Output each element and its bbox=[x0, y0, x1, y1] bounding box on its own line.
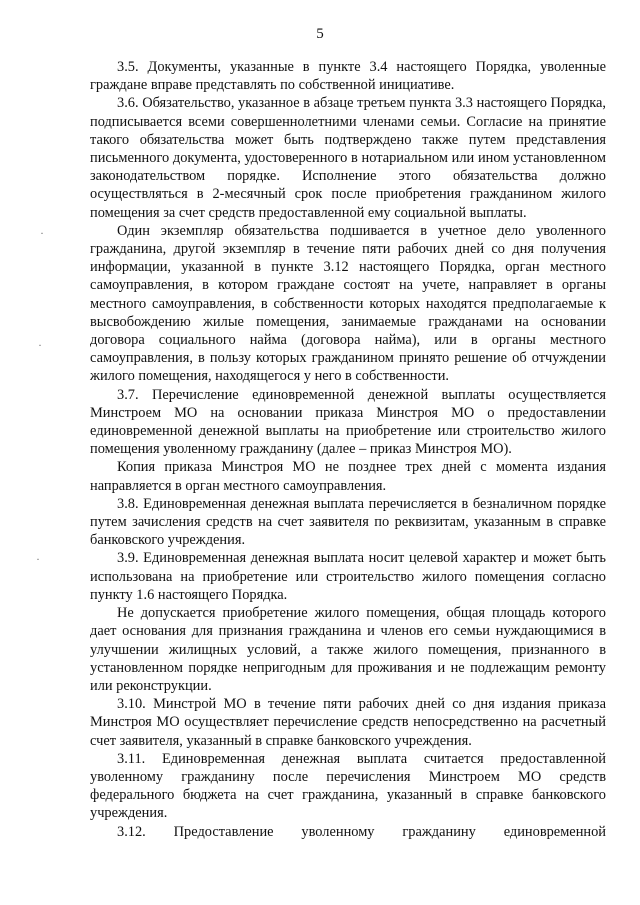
scan-mark: · bbox=[40, 226, 44, 240]
scan-mark: · bbox=[38, 338, 42, 352]
paragraph-3-6: 3.6. Обязательство, указанное в абзаце третьем пункта 3.3 настоящего Порядка, подписывается всеми совершеннолетними членами семьи. Согласие на принятие такого обязательства может быть подтверждено также путем представления письменного документа, удостоверенного в нотариальном или ином установленном законодательством порядке. Исполнение этого обязательства должно осуществляться в 2-месячный срок после приобретения гражданином жилого помещения за счет средств предоставленной ему социальной выплаты. bbox=[90, 95, 606, 221]
scan-mark: · bbox=[36, 552, 40, 566]
paragraph-order-copy: Копия приказа Минстроя МО не позднее трех дней с момента издания направляется в орган местного самоуправления. bbox=[90, 459, 606, 494]
document-body bbox=[90, 58, 606, 841]
paragraph-obligation-copy: Один экземпляр обязательства подшивается в учетное дело уволенного гражданина, другой экземпляр в течение пяти рабочих дней со дня получения информации, указанной в пункте 3.12 настоящего Порядка, орган местного самоуправления, в котором граждане состоят на учете, направляет в органы местного самоуправления, в собственности которых находятся предполагаемые к высвобождению жилые помещения, занимаемые гражданами на основании договора социального найма (договора найма), или в органы местного самоуправления, в пользу которых гражданином принято решение об отчуждении жилого помещения, находящегося у него в собственности. bbox=[90, 222, 606, 385]
page-number: 5 bbox=[316, 26, 324, 42]
paragraph-3-9: 3.9. Единовременная денежная выплата носит целевой характер и может быть использована на приобретение или строительство жилого помещения согласно пункту 1.6 настоящего Порядка. bbox=[90, 550, 606, 603]
paragraph-3-7: 3.7. Перечисление единовременной денежной выплаты осуществляется Минстроем МО на основании приказа Минстроя МО о предоставлении единовременной денежной выплаты на приобретение или строительство жилого помещения уволенному гражданину (далее – приказ Минстроя МО). bbox=[90, 386, 606, 458]
paragraph-3-5: 3.5. Документы, указанные в пункте 3.4 настоящего Порядка, уволенные граждане вправе представлять по собственной инициативе. bbox=[90, 59, 606, 94]
paragraph-3-10: 3.10. Минстрой МО в течение пяти рабочих дней со дня издания приказа Минстроя МО осуществляет перечисление средств непосредственно на расчетный счет заявителя, указанный в справке банковского учреждения. bbox=[90, 696, 606, 749]
paragraph-3-11: 3.11. Единовременная денежная выплата считается предоставленной уволенному гражданину после перечисления Минстроем МО средств федерального бюджета на счет гражданина, указанный в справке банковского учреждения. bbox=[90, 750, 606, 822]
paragraph-purchase-restriction: Не допускается приобретение жилого помещения, общая площадь которого дает основания для признания гражданина и членов его семьи нуждающимися в улучшении жилищных условий, а также жилого помещения, признанного в установленном порядке непригодным для проживания и не подлежащим ремонту или реконструкции. bbox=[90, 605, 606, 694]
paragraph-3-8: 3.8. Единовременная денежная выплата перечисляется в безналичном порядке путем зачисления средств на счет заявителя по реквизитам, указанным в справке банковского учреждения. bbox=[90, 495, 606, 549]
paragraph-3-12: 3.12. Предоставление уволенному гражданину единовременной bbox=[117, 823, 606, 840]
